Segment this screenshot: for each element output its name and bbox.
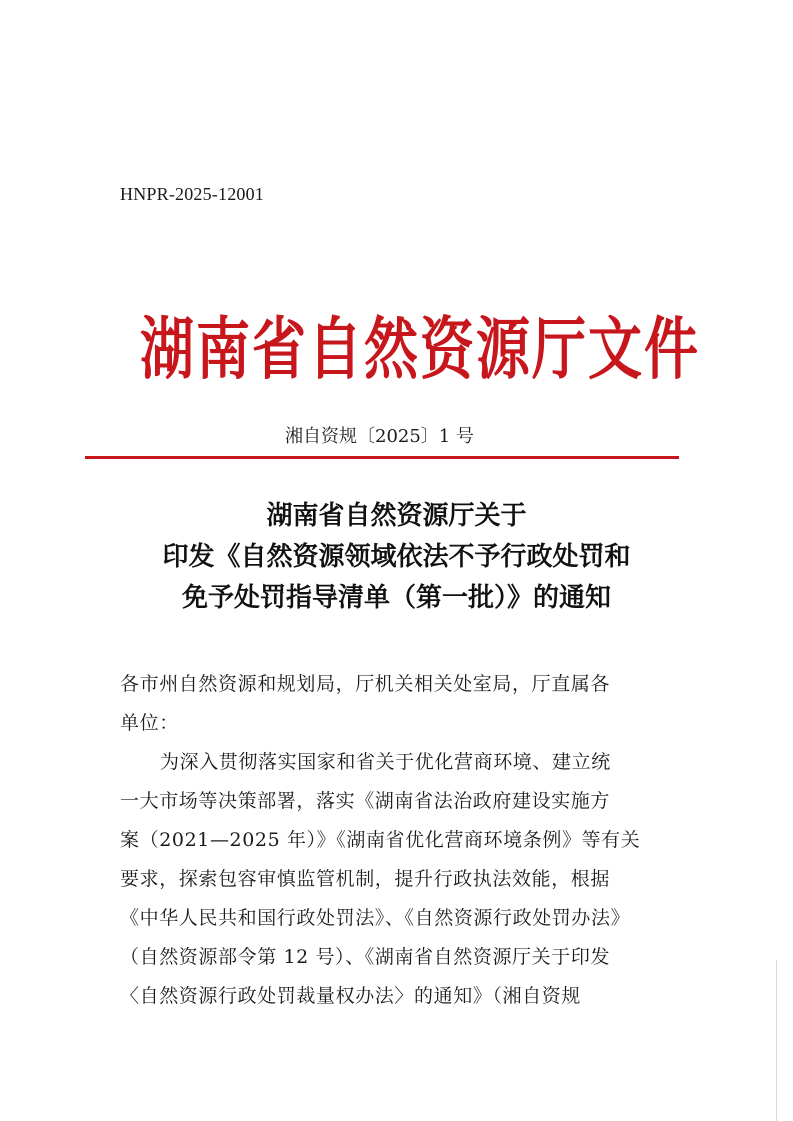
masthead-title: 湖南省自然资源厅文件 bbox=[140, 308, 700, 389]
document-title bbox=[80, 496, 713, 619]
title-line: 印发《自然资源领域依法不予行政处罚和 bbox=[162, 542, 631, 572]
addressee-line: 单位： bbox=[120, 712, 179, 734]
document-body bbox=[120, 665, 665, 1016]
body-line: 要求，探索包容审慎监管机制，提升行政执法效能，根据 bbox=[120, 868, 611, 890]
addressee-line: 各市州自然资源和规划局，厅机关相关处室局，厅直属各 bbox=[120, 673, 611, 695]
body-line: 一大市场等决策部署，落实《湖南省法治政府建设实施方 bbox=[120, 790, 611, 812]
title-line: 湖南省自然资源厅关于 bbox=[266, 501, 527, 531]
red-divider-line bbox=[85, 456, 679, 459]
title-line: 免予处罚指导清单（第一批）》的通知 bbox=[181, 583, 611, 613]
body-line: 案（2021—2025 年）》《湖南省优化营商环境条例》等有关 bbox=[120, 829, 641, 851]
body-line: 为深入贯彻落实国家和省关于优化营商环境、建立统 bbox=[160, 751, 611, 773]
document-number: 湘自资规〔2025〕1 号 bbox=[285, 426, 474, 447]
body-line: 《中华人民共和国行政处罚法》、《自然资源行政处罚办法》 bbox=[120, 907, 631, 929]
body-line: 〈自然资源行政处罚裁量权办法〉的通知》（湘自资规 bbox=[120, 985, 581, 1007]
body-line: （自然资源部令第 12 号）、《湖南省自然资源厅关于印发 bbox=[120, 946, 611, 968]
scan-edge-mark bbox=[776, 960, 777, 1121]
document-code: HNPR-2025-12001 bbox=[120, 184, 265, 204]
